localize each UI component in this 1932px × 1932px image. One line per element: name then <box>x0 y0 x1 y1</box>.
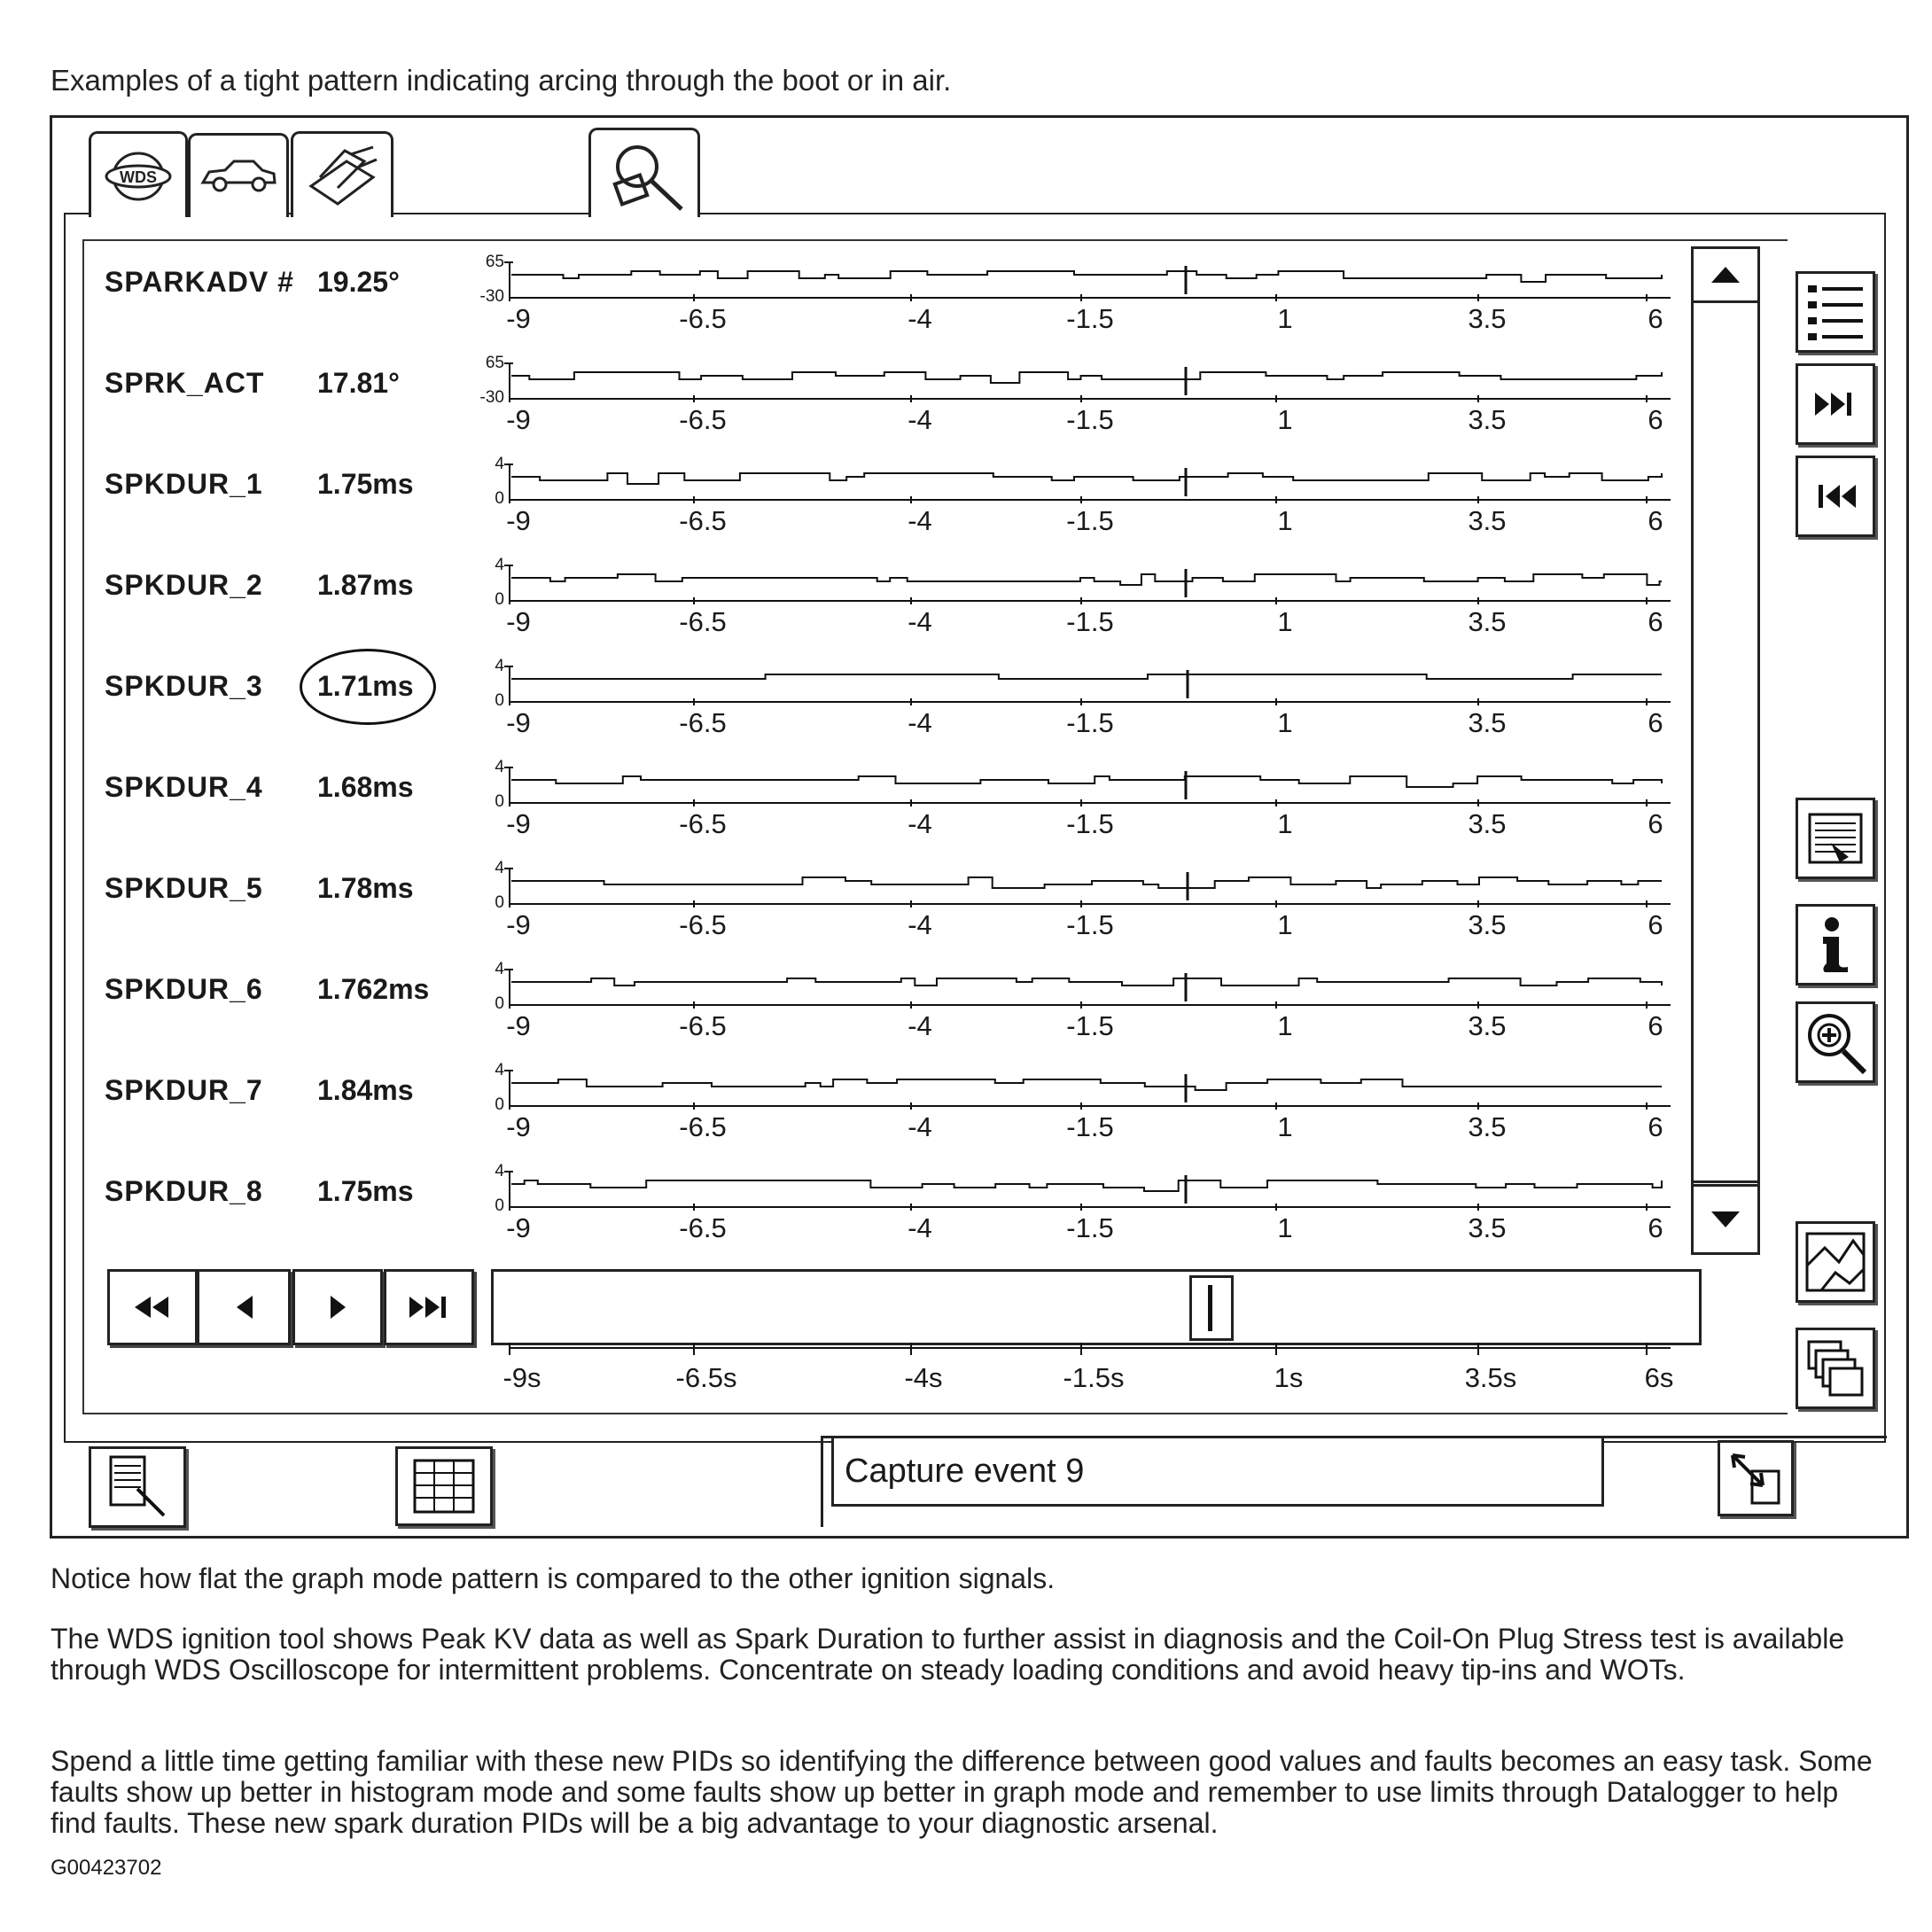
y-min-label: 0 <box>495 691 504 710</box>
recorder-icon <box>409 1455 479 1517</box>
paragraph-3: Spend a little time getting familiar with these new PIDs so identifying the difference between good values and faults becomes an easy task. Some faults show up better in histogram mode and some faults show up better in graph mode and remember to use limits through Datalogger to help find faults. These new spark duration PIDs will be a big advantage to your diagnostic arsenal. <box>51 1745 1873 1839</box>
y-min-label: 0 <box>495 893 504 912</box>
x-tick-label: -1.5 <box>1066 909 1114 940</box>
highlight-circle <box>300 649 436 725</box>
x-tick-label: -6.5 <box>679 1212 727 1243</box>
x-tick-label: 3.5 <box>1468 303 1507 334</box>
x-tick-label: 3.5 <box>1468 808 1507 839</box>
pid-trace <box>511 473 1662 484</box>
play-icon <box>328 1294 347 1320</box>
scroll-down-button[interactable] <box>1694 1184 1757 1252</box>
x-tick-label: 1 <box>1277 303 1293 334</box>
y-min-label: 0 <box>495 590 504 609</box>
pid-name[interactable]: SPKDUR_8 <box>105 1175 263 1207</box>
x-tick-label: -4 <box>908 303 932 334</box>
y-max-label: 65 <box>485 354 504 372</box>
y-max-label: 4 <box>495 859 504 877</box>
x-tick-label: -4 <box>908 1212 932 1243</box>
x-tick-label: 1 <box>1277 606 1293 637</box>
x-tick-label: 1 <box>1277 707 1293 738</box>
play-button[interactable] <box>292 1269 383 1345</box>
pid-graph <box>495 960 1671 1041</box>
datalogger-icon <box>1804 807 1866 869</box>
y-max-label: 4 <box>495 657 504 675</box>
pid-graph <box>480 354 1671 435</box>
x-tick-label: 1 <box>1277 808 1293 839</box>
x-tick-label: 3.5 <box>1468 404 1507 435</box>
x-tick-label: 3.5 <box>1468 505 1507 536</box>
down-arrow-icon <box>1710 1210 1741 1229</box>
x-tick-label: -9 <box>506 1111 531 1142</box>
capture-event-field: Capture event 9 <box>831 1436 1604 1507</box>
x-tick-label: -4 <box>908 707 932 738</box>
x-tick-label: 6 <box>1648 808 1663 839</box>
x-tick-label: -4 <box>908 909 932 940</box>
x-tick-label: 3.5 <box>1468 606 1507 637</box>
time-slider[interactable] <box>491 1269 1702 1345</box>
x-tick-label: -9 <box>506 505 531 536</box>
pid-trace <box>511 271 1662 282</box>
pid-value: 19.25° <box>317 266 400 298</box>
pid-trace <box>511 978 1662 985</box>
scroll-up-button[interactable] <box>1694 249 1757 303</box>
x-tick-label: -1.5 <box>1066 1010 1114 1041</box>
svg-text:WDS: WDS <box>120 168 157 186</box>
x-tick-label: 1 <box>1277 909 1293 940</box>
y-min-label: 0 <box>495 792 504 811</box>
graph-area <box>461 239 1702 1267</box>
x-tick-label: 6 <box>1648 909 1663 940</box>
time-axis <box>461 1343 1702 1405</box>
x-tick-label: 1 <box>1277 1010 1293 1041</box>
pid-graph <box>495 455 1671 536</box>
pid-value: 1.87ms <box>317 569 414 601</box>
tab-probe[interactable] <box>588 128 700 217</box>
x-tick-label: -6.5 <box>679 303 727 334</box>
x-tick-label: 6 <box>1648 404 1663 435</box>
x-tick-label: -6.5 <box>679 909 727 940</box>
step-back-icon <box>233 1294 254 1320</box>
x-tick-label: -4 <box>908 1111 932 1142</box>
map-button[interactable] <box>1796 1221 1875 1303</box>
time-tick-label: -1.5s <box>1063 1362 1125 1393</box>
paragraph-1: Notice how flat the graph mode pattern is compared to the other ignition signals. <box>51 1562 1056 1594</box>
skip-forward-button[interactable] <box>1796 363 1875 445</box>
y-min-label: -30 <box>479 388 504 407</box>
x-tick-label: -9 <box>506 404 531 435</box>
pid-scrollbar[interactable] <box>1691 246 1760 1255</box>
x-tick-label: 6 <box>1648 606 1663 637</box>
y-min-label: -30 <box>479 287 504 306</box>
time-tick-label: -9s <box>502 1362 541 1393</box>
pid-name[interactable]: SPRK_ACT <box>105 367 265 399</box>
x-tick-label: 1 <box>1277 404 1293 435</box>
pid-list-button[interactable] <box>1796 271 1875 353</box>
toolbox-icon <box>302 142 382 209</box>
y-max-label: 4 <box>495 960 504 978</box>
x-tick-label: 3.5 <box>1468 1111 1507 1142</box>
map-icon <box>1803 1230 1867 1294</box>
pid-name[interactable]: SPKDUR_6 <box>105 973 263 1005</box>
y-max-label: 4 <box>495 1162 504 1180</box>
x-tick-label: -4 <box>908 505 932 536</box>
x-tick-label: -1.5 <box>1066 707 1114 738</box>
pid-trace <box>511 1180 1662 1191</box>
x-tick-label: 1 <box>1277 505 1293 536</box>
recorder-button[interactable] <box>395 1446 493 1526</box>
vehicle-icon <box>199 154 278 199</box>
time-tick-label: 1s <box>1274 1362 1304 1393</box>
pid-value: 1.75ms <box>317 468 414 500</box>
y-min-label: 0 <box>495 1095 504 1114</box>
pid-value: 1.762ms <box>317 973 430 1005</box>
x-tick-label: -9 <box>506 1010 531 1041</box>
y-max-label: 4 <box>495 455 504 473</box>
x-tick-label: -1.5 <box>1066 606 1114 637</box>
time-tick-label: -6.5s <box>675 1362 737 1393</box>
info-button[interactable] <box>1796 904 1875 985</box>
x-tick-label: -1.5 <box>1066 1111 1114 1142</box>
pid-trace <box>511 574 1662 585</box>
pid-value: 1.75ms <box>317 1175 414 1207</box>
x-tick-label: 1 <box>1277 1212 1293 1243</box>
x-tick-label: 3.5 <box>1468 707 1507 738</box>
pid-graph <box>495 859 1671 940</box>
pid-value: 1.84ms <box>317 1074 414 1106</box>
x-tick-label: -6.5 <box>679 404 727 435</box>
x-tick-label: -6.5 <box>679 1111 727 1142</box>
x-tick-label: -9 <box>506 808 531 839</box>
x-tick-label: 6 <box>1648 707 1663 738</box>
exit-arrow-icon <box>1727 1450 1784 1507</box>
files-button[interactable] <box>1796 1328 1875 1409</box>
x-tick-label: -1.5 <box>1066 1212 1114 1243</box>
x-tick-label: -9 <box>506 909 531 940</box>
zoom-in-icon <box>1803 1009 1868 1076</box>
top-caption: Examples of a tight pattern indicating arcing through the boot or in air. <box>51 64 952 97</box>
pid-trace <box>511 1079 1662 1090</box>
pid-value: 17.81° <box>317 367 400 399</box>
y-max-label: 4 <box>495 556 504 574</box>
x-tick-label: 1 <box>1277 1111 1293 1142</box>
pid-graph <box>495 657 1671 738</box>
x-tick-label: 6 <box>1648 505 1663 536</box>
time-tick-label: 6s <box>1644 1362 1674 1393</box>
stacked-files-icon <box>1803 1336 1867 1400</box>
x-tick-label: -9 <box>506 707 531 738</box>
x-tick-label: -1.5 <box>1066 808 1114 839</box>
x-tick-label: 6 <box>1648 303 1663 334</box>
pid-name[interactable]: SPKDUR_7 <box>105 1074 263 1106</box>
x-tick-label: -4 <box>908 404 932 435</box>
tab-wds[interactable] <box>89 131 188 217</box>
probe-icon <box>600 135 689 213</box>
tab-vehicle[interactable] <box>188 133 289 217</box>
pid-name[interactable]: SPKDUR_1 <box>105 468 263 500</box>
wds-globe-icon <box>103 144 174 206</box>
rewind-icon <box>133 1295 172 1320</box>
skip-forward-icon <box>1813 391 1858 417</box>
tab-toolbox[interactable] <box>291 131 393 217</box>
x-tick-label: -6.5 <box>679 606 727 637</box>
x-tick-label: -9 <box>506 303 531 334</box>
pid-name[interactable]: SPKDUR_4 <box>105 771 263 803</box>
pid-graph <box>495 556 1671 637</box>
datalogger-button[interactable] <box>1796 798 1875 879</box>
x-tick-label: -6.5 <box>679 707 727 738</box>
y-max-label: 65 <box>485 253 504 271</box>
y-min-label: 0 <box>495 994 504 1013</box>
pid-name[interactable]: SPKDUR_5 <box>105 872 263 904</box>
skip-back-button[interactable] <box>1796 456 1875 537</box>
time-tick-label: 3.5s <box>1464 1362 1517 1393</box>
fast-forward-end-icon <box>408 1295 450 1320</box>
up-arrow-icon <box>1710 265 1741 284</box>
x-tick-label: -4 <box>908 1010 932 1041</box>
zoom-in-button[interactable] <box>1796 1001 1875 1083</box>
data-sheet-button[interactable] <box>89 1446 186 1528</box>
x-tick-label: -9 <box>506 606 531 637</box>
x-tick-label: -4 <box>908 606 932 637</box>
y-max-label: 4 <box>495 758 504 776</box>
pid-trace <box>511 877 1662 888</box>
pid-value: 1.78ms <box>317 872 414 904</box>
pid-name[interactable]: SPARKADV # <box>105 266 294 298</box>
rewind-button[interactable] <box>107 1269 198 1345</box>
list-icon <box>1804 278 1866 346</box>
x-tick-label: 3.5 <box>1468 1010 1507 1041</box>
x-tick-label: -4 <box>908 808 932 839</box>
y-max-label: 4 <box>495 1061 504 1079</box>
data-sheet-icon <box>102 1453 173 1521</box>
pid-value: 1.71ms <box>317 670 414 702</box>
x-tick-label: -1.5 <box>1066 404 1114 435</box>
step-back-button[interactable] <box>197 1269 291 1345</box>
x-tick-label: -1.5 <box>1066 303 1114 334</box>
pid-graph <box>495 1162 1671 1243</box>
info-icon <box>1809 914 1862 976</box>
pid-trace <box>511 674 1662 679</box>
x-tick-label: 6 <box>1648 1010 1663 1041</box>
pid-graph <box>495 1061 1671 1142</box>
y-min-label: 0 <box>495 1196 504 1215</box>
x-tick-label: -9 <box>506 1212 531 1243</box>
pid-trace <box>511 776 1662 787</box>
time-tick-label: -4s <box>904 1362 943 1393</box>
pid-trace <box>511 372 1662 383</box>
pid-name[interactable]: SPKDUR_3 <box>105 670 263 702</box>
x-tick-label: 6 <box>1648 1111 1663 1142</box>
y-min-label: 0 <box>495 489 504 508</box>
x-tick-label: 6 <box>1648 1212 1663 1243</box>
slider-thumb[interactable] <box>1189 1275 1234 1341</box>
figure-id: G00423702 <box>51 1856 162 1880</box>
x-tick-label: -6.5 <box>679 1010 727 1041</box>
x-tick-label: -6.5 <box>679 808 727 839</box>
fast-forward-button[interactable] <box>384 1269 474 1345</box>
x-tick-label: 3.5 <box>1468 909 1507 940</box>
paragraph-2: The WDS ignition tool shows Peak KV data as well as Spark Duration to further assist in diagnosis and the Coil-On Plug Stress test is available through WDS Oscilloscope for intermittent problems. Concentrate on steady loading conditions and avoid heavy tip-ins and WOTs. <box>51 1623 1845 1686</box>
skip-back-icon <box>1813 483 1858 510</box>
pid-graph <box>480 253 1671 334</box>
x-tick-label: -1.5 <box>1066 505 1114 536</box>
x-tick-label: -6.5 <box>679 505 727 536</box>
pid-value: 1.68ms <box>317 771 414 803</box>
x-tick-label: 3.5 <box>1468 1212 1507 1243</box>
pid-graph <box>495 758 1671 839</box>
exit-button[interactable] <box>1718 1440 1794 1516</box>
pid-name[interactable]: SPKDUR_2 <box>105 569 263 601</box>
